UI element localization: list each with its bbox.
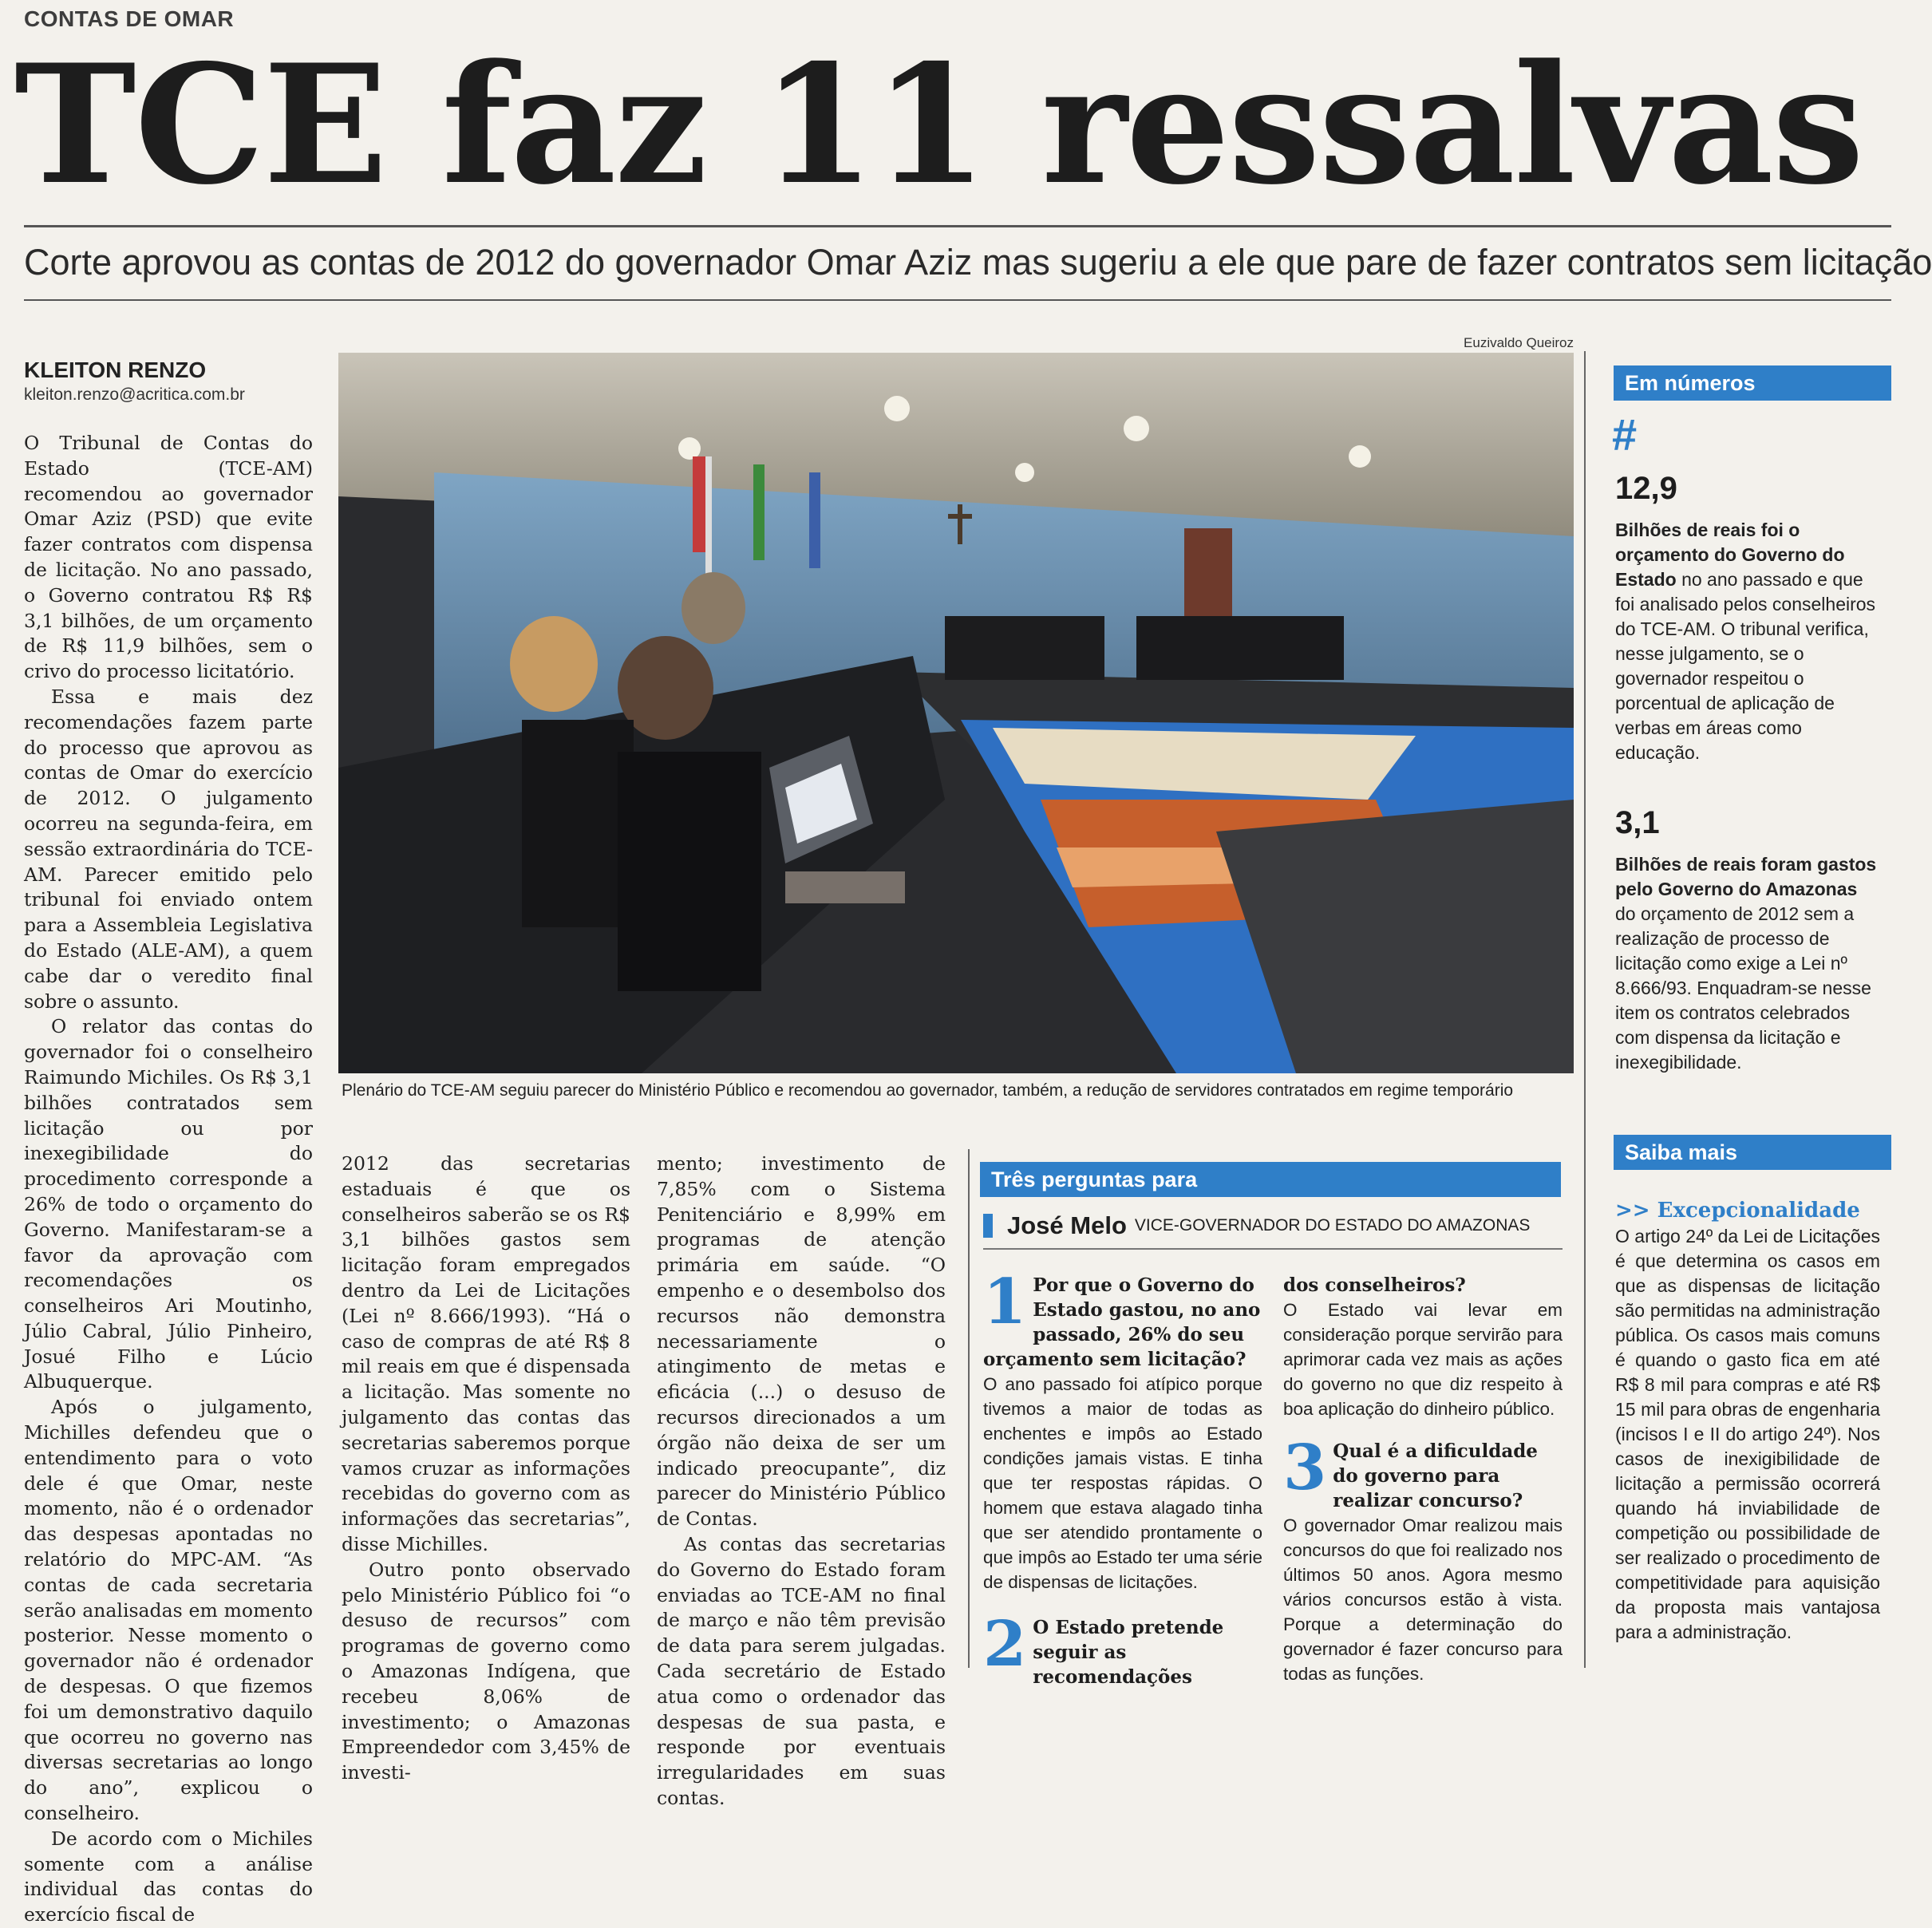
plenary-photo-illustration — [338, 353, 1574, 1073]
author-name: KLEITON RENZO — [24, 358, 207, 382]
question-1 — [983, 1266, 1262, 1372]
paragraph: O Tribunal de Contas do Estado (TCE-AM) recomendou ao governador Omar Aziz (PSD) que evite fazer contratos com dispensa de licitação. No ano passado, o Governo contratou R$ R$ 3,1 bilhões, de um orçamento de R$ 11,9 bilhões, sem o crivo do processo licitatório. — [24, 432, 313, 683]
plenary-photo — [338, 353, 1574, 1073]
number-description-bold: Bilhões de reais foi o orçamento do Governo do Estado — [1615, 520, 1845, 590]
photo-caption: Plenário do TCE-AM seguiu parecer do Ministério Público e recomendou ao governador, também, a redução de servidores contratados em regime temporário — [342, 1081, 1514, 1100]
number-description — [1615, 852, 1880, 1075]
number-value: 3,1 — [1615, 805, 1660, 840]
paragraph: De acordo com o Michiles somente com a análise individual das contas do exercício fiscal de — [24, 1827, 313, 1926]
article-column-3 — [657, 1152, 946, 1811]
number-description-rest: no ano passado e que foi analisado pelos conselheiros do TCE-AM. O tribunal verifica, nesse julgamento, se o governador respeitou o porcentual de aplicação de verbas em áreas como educação. — [1615, 569, 1876, 763]
question-text: O Estado pretende seguir as recomendações — [1033, 1617, 1224, 1688]
numbers-box-title: Em números — [1614, 365, 1891, 401]
paragraph: 2012 das secretarias estaduais é que os conselheiros saberão se os R$ 3,1 bilhões gastos sem licitação foram empregados dentro da Lei de Licitações (Lei nº 8.666/1993). “Há o caso de compras de até R$ 8 mil reais em que é dispensada a licitação. Mas somente no julgamento das contas das secretarias saberemos porque vamos cruzar as informações recebidas do governo com as informações das secretarias”, disse Michilles. — [342, 1152, 630, 1555]
question-3 — [1283, 1432, 1563, 1513]
interviewee-line — [983, 1211, 1563, 1250]
interview-box-divider — [968, 1149, 970, 1668]
paragraph: mento; investimento de 7,85% com o Sistema Penitenciário e 8,99% em programas de atenção primária em saúde. “O empenho e o desembolso dos recursos não demonstra necessariamente o atingimento de metas e eficácia (...) o desuso de recursos direcionados a um órgão não deixa de ser um indicado preocupante”, diz parecer do Ministério Público de Contas. — [657, 1152, 946, 1531]
saiba-mais-text: O artigo 24º da Lei de Licitações é que determina os casos em que as dispensas de licitação são permitidas na administração pública. Os casos mais comuns é quando o gasto fica em até R$ 8 mil para compras e até R$ 15 mil para obras de engenharia (incisos I e II do artigo 24º). Nos casos de inexigibilidade de licitação a permissão ocorrerá quando há inviabilidade de competição ou possibilidade de ser realizado o procedimento de competitividade para aquisição da proposta mais vantajosa para a administração. — [1615, 1226, 1880, 1642]
interview-column-b — [1283, 1273, 1563, 1686]
photo-credit: Euzivaldo Queiroz — [1464, 335, 1574, 350]
interviewee-role: VICE-GOVERNADOR DO ESTADO DO AMAZONAS — [1134, 1216, 1531, 1235]
sidebar-divider — [1584, 351, 1586, 1668]
number-description-rest: do orçamento de 2012 sem a realização de processo de licitação como exige a Lei nº 8.666/93. Enquadram-se nesse item os contratos celebrados com dispensa da licitação e inexegibilidade. — [1615, 903, 1871, 1073]
article-column-2 — [342, 1152, 630, 1786]
number-description-bold: Bilhões de reais foram gastos pelo Governo do Amazonas — [1615, 854, 1877, 899]
headline-divider — [24, 225, 1891, 227]
paragraph: Outro ponto observado pelo Ministério Público foi “o desuso de recursos” com programas de governo como o Amazonas Indígena, que recebeu 8,06% de investimento; o Amazonas Empreendedor com 3,45% de investi- — [342, 1558, 630, 1784]
saiba-mais-box — [1615, 1199, 1880, 1645]
question-number: 3 — [1283, 1432, 1327, 1504]
hash-icon: # — [1612, 409, 1638, 460]
question-number: 2 — [983, 1608, 1027, 1681]
article-column-1 — [24, 431, 313, 1928]
numbers-list — [1615, 471, 1880, 1075]
paragraph: As contas das secretarias do Governo do Estado foram enviadas ao TCE-AM no final de março e não têm previsão de data para serem julgadas. Cada secretário de Estado atua como o ordenador das despesas de sua pasta, e responde por eventuais irregularidades em suas contas. — [657, 1532, 946, 1809]
number-item — [1615, 805, 1880, 1075]
saiba-mais-heading: >> Excepcionalidade — [1615, 1199, 1860, 1223]
question-text: Qual é a dificuldade do governo para realizar concurso? — [1333, 1440, 1538, 1511]
section-kicker: CONTAS DE OMAR — [24, 6, 235, 31]
paragraph: Após o julgamento, Michilles defendeu que o entendimento para o voto dele é que Omar, neste momento, não é o ordenador das despesas apontadas no relatório do MPC-AM. “As contas de cada secretaria serão analisadas em momento posterior. Nesse momento o governador não é ordenador de despesas. O que fizemos foi um demonstrativo daquilo que ocorreu no governo nas diversas secretarias ao longo do ano”, explicou o conselheiro. — [24, 1396, 313, 1825]
author-email: kleiton.renzo@acritica.com.br — [24, 385, 245, 404]
interviewee-name: José Melo — [1007, 1211, 1127, 1239]
number-value: 12,9 — [1615, 471, 1677, 506]
headline: TCE faz 11 ressalvas — [14, 30, 1863, 221]
number-description — [1615, 518, 1880, 765]
question-2 — [983, 1608, 1262, 1689]
subhead-divider — [24, 299, 1891, 301]
question-text: Por que o Governo do Estado gastou, no ano passado, 26% do seu orçamento sem licitação? — [983, 1274, 1261, 1370]
number-item — [1615, 471, 1880, 765]
question-text-continued: dos conselheiros? — [1283, 1274, 1466, 1296]
saiba-mais-title: Saiba mais — [1614, 1135, 1891, 1170]
answer-text: O Estado vai levar em consideração porque servirão para aprimorar cada vez mais as ações do governo no que diz respeito à boa aplicação do dinheiro público. — [1283, 1300, 1563, 1419]
question-number: 1 — [983, 1266, 1027, 1338]
bullet-mark — [983, 1214, 993, 1238]
paragraph: Essa e mais dez recomendações fazem parte do processo que aprovou as contas de Omar do exercício de 2012. O julgamento ocorreu na segunda-feira, em sessão extraordinária do TCE-AM. Parecer emitido pelo tribunal foi enviado ontem para a Assembleia Legislativa do Estado (ALE-AM), a quem cabe dar o veredito final sobre o assunto. — [24, 685, 313, 1013]
paragraph: O relator das contas do governador foi o conselheiro Raimundo Michiles. Os R$ 3,1 bilhões contratados sem licitação ou por inexegibilidade do procedimento corresponde a 26% de todo o orçamento do Governo. Manifestaram-se a favor da aprovação com recomendações os conselheiros Ari Moutinho, Júlio Cabral, Júlio Pinheiro, Josué Filho e Lúcio Albuquerque. — [24, 1015, 313, 1393]
subheadline: Corte aprovou as contas de 2012 do governador Omar Aziz mas sugeriu a ele que pare de fazer contratos sem licitação — [24, 242, 1932, 282]
answer-text: O ano passado foi atípico porque tivemos a maior de todas as enchentes e impôs ao Estado condições jamais vistas. E tinha que ter respostas rápidas. O homem que estava alagado tinha que ser atendido prontamente o que impôs ao Estado ter uma série de dispensas de licitações. — [983, 1374, 1262, 1592]
interview-column-a — [983, 1266, 1262, 1689]
interview-box-title: Três perguntas para — [980, 1162, 1561, 1197]
answer-text: O governador Omar realizou mais concursos do que foi realizado nos últimos 50 anos. Agora mesmo vários concursos estão à vista. Porque a determinação do governador é fazer concurso para todas as funções. — [1283, 1515, 1563, 1684]
